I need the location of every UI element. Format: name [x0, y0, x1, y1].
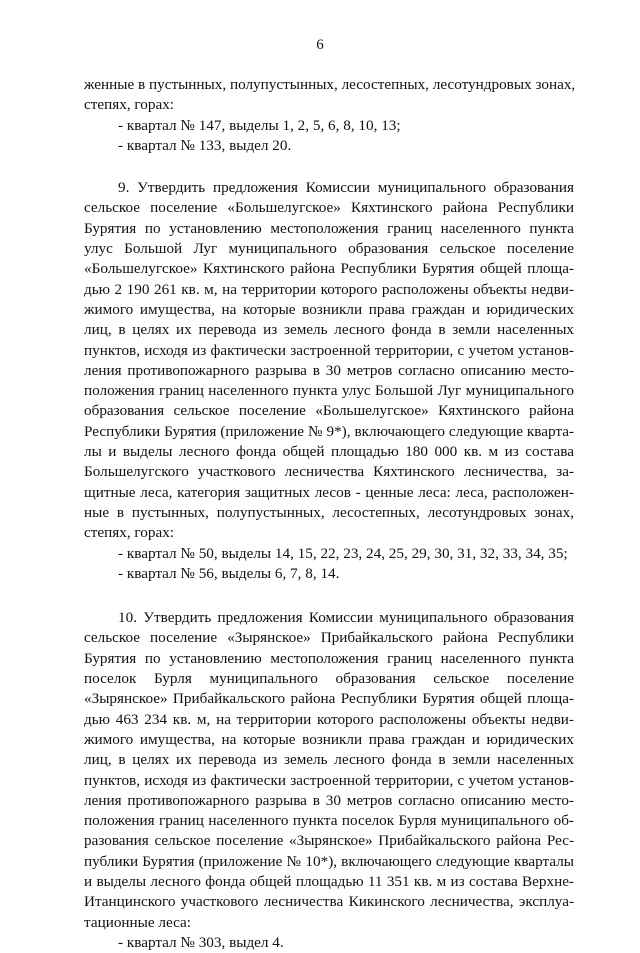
text-line: Большелугского участкового лесничества Кяхтинского лесничества, за- [84, 463, 574, 481]
text-line: лы и выделы лесного фонда общей площадью 180 000 кв. м из состава [84, 443, 574, 461]
text-line: тационные леса: [84, 913, 191, 931]
text-line: жимого имущества, на которые возникли права граждан и юридических [84, 300, 574, 318]
text-line: ления противопожарного разрыва в 30 метров согласно описанию место- [84, 361, 574, 379]
text-line: положения границ населенного пункта улус Большой Луг муниципального [84, 382, 574, 400]
text-line: лиц, в целях их перевода из земель лесного фонда в земли населенных [84, 321, 574, 339]
list-item: - квартал № 147, выделы 1, 2, 5, 6, 8, 10, 13; [118, 116, 401, 134]
text-line: ления противопожарного разрыва в 30 метров согласно описанию место- [84, 791, 574, 809]
text-line: жимого имущества, на которые возникли права граждан и юридических [84, 730, 574, 748]
text-line: 9. Утвердить предложения Комиссии муниципального образования [118, 179, 574, 197]
page-number: 6 [316, 37, 324, 53]
text-line: Бурятия по установлению местоположения границ населенного пункта [84, 219, 574, 237]
text-line: ные в пустынных, полупустынных, лесостепных, лесотундровых зонах, [84, 503, 574, 521]
text-line: положения границ населенного пункта поселок Бурля муниципального об- [84, 812, 574, 830]
text-line: и выделы лесного фонда общей площадью 11 351 кв. м из состава Верхне- [84, 872, 574, 890]
text-line: разования сельское поселение «Зырянское» Прибайкальского района Рес- [84, 832, 574, 850]
list-item: - квартал № 50, выделы 14, 15, 22, 23, 24, 25, 29, 30, 31, 32, 33, 34, 35; [118, 544, 568, 562]
text-line: поселок Бурля муниципального образования сельское поселение [84, 670, 574, 688]
text-line: дью 2 190 261 кв. м, на территории которого расположены объекты недви- [84, 280, 574, 298]
text-line: пунктов, исходя из фактически застроенной территории, с учетом установ- [84, 341, 574, 359]
text-line: Итанцинского участкового лесничества Кикинского лесничества, эксплуа- [84, 893, 574, 911]
text-line: сельское поселение «Большелугское» Кяхтинского района Республики [84, 199, 574, 217]
text-line: публики Бурятия (приложение № 10*), включающего следующие кварталы [84, 852, 574, 870]
text-line: щитные леса, категория защитных лесов - ценные леса: леса, расположен- [84, 483, 574, 501]
text-line: улус Большой Луг муниципального образования сельское поселение [84, 240, 574, 258]
list-item: - квартал № 133, выдел 20. [118, 136, 292, 154]
text-line: сельское поселение «Зырянское» Прибайкальского района Республики [84, 629, 574, 647]
list-item: - квартал № 303, выдел 4. [118, 933, 284, 951]
section-9-paragraph [84, 178, 574, 584]
text-line: степях, горах: [84, 524, 175, 542]
section-10-paragraph [84, 608, 574, 953]
paragraph-spacer [84, 584, 574, 608]
text-line: «Зырянское» Прибайкальского района Республики Бурятия общей площа- [84, 690, 574, 708]
text-line: «Большелугское» Кяхтинского района Республики Бурятия общей площа- [84, 260, 574, 278]
text-line: пунктов, исходя из фактически застроенной территории, с учетом установ- [84, 771, 574, 789]
text-line: Бурятия по установлению местоположения границ населенного пункта [84, 649, 574, 667]
text-line: степях, горах: [84, 96, 175, 114]
text-line: образования сельское поселение «Большелугское» Кяхтинского района [84, 402, 574, 420]
paragraph-spacer [84, 156, 574, 178]
text-line: дью 463 234 кв. м, на территории которого расположены объекты недви- [84, 710, 574, 728]
text-line: женные в пустынных, полупустынных, лесостепных, лесотундровых зонах, [84, 76, 576, 93]
intro-paragraph [84, 75, 574, 156]
list-item: - квартал № 56, выделы 6, 7, 8, 14. [118, 564, 340, 582]
text-line: лиц, в целях их перевода из земель лесного фонда в земли населенных [84, 751, 574, 769]
document-body [84, 75, 574, 953]
text-line: 10. Утвердить предложения Комиссии муниципального образования [118, 609, 574, 627]
text-line: Республики Бурятия (приложение № 9*), включающего следующие кварта- [84, 422, 574, 440]
